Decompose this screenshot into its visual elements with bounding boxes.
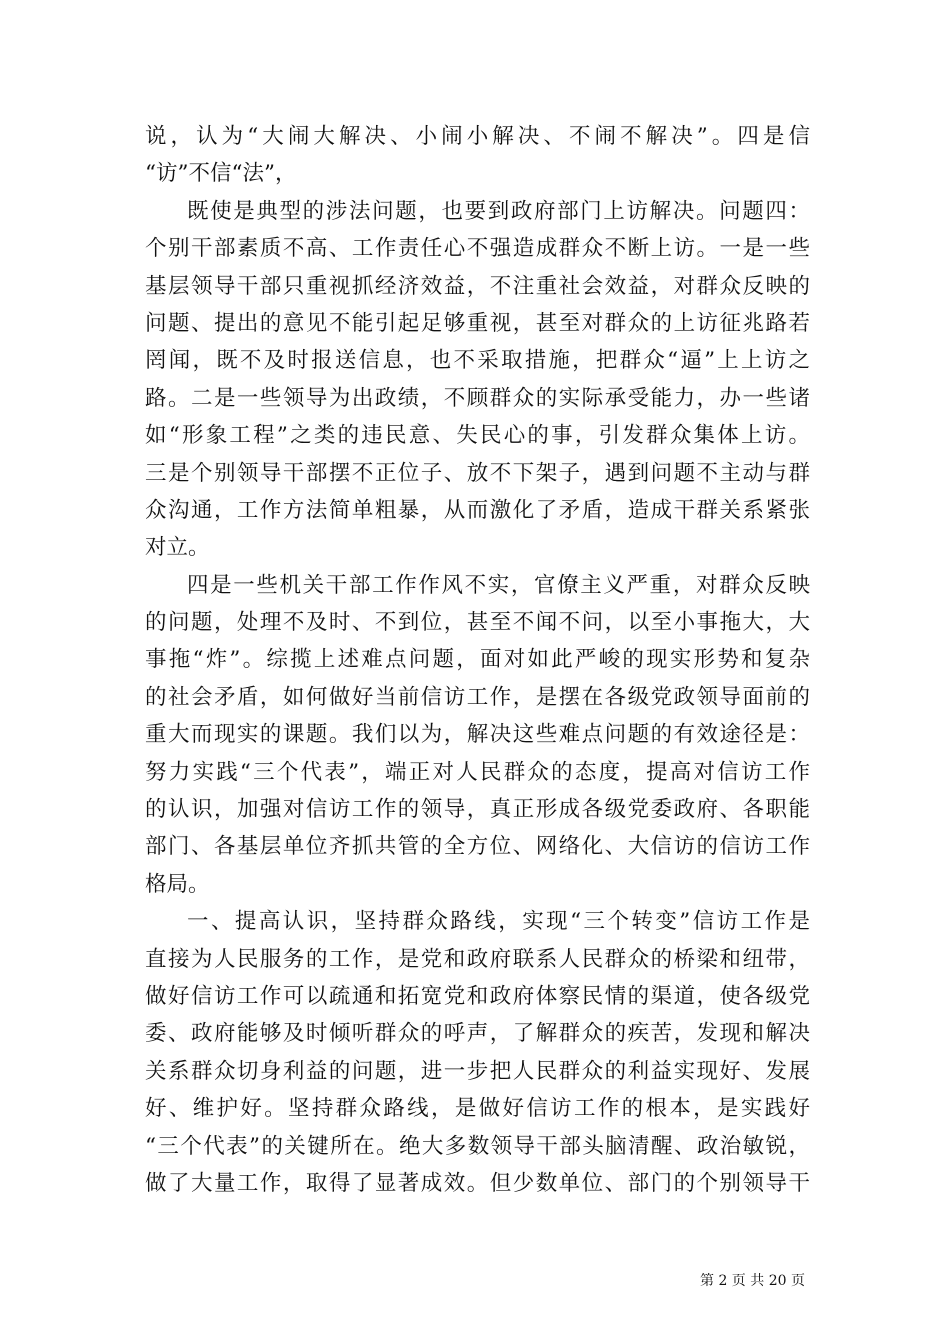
text-line: 的社会矛盾，如何做好当前信访工作，是摆在各级党政领导面前的	[145, 684, 810, 710]
text-line: 三是个别领导干部摆不正位子、放不下架子，遇到问题不主动与群	[145, 460, 810, 486]
text-line: 的问题，处理不及时、不到位，甚至不闻不问，以至小事拖大，大	[145, 610, 810, 636]
document-body	[145, 118, 810, 1202]
text-line: 重大而现实的课题。我们以为，解决这些难点问题的有效途径是：	[145, 722, 810, 748]
page-number: 第 2 页 共 20 页	[700, 1273, 805, 1289]
text-line: 说，认为“大闹大解决、小闹小解决、不闹不解决”。四是信	[145, 124, 810, 149]
text-line: 做好信访工作可以疏通和拓宽党和政府体察民情的渠道，使各级党	[145, 983, 810, 1009]
text-line: 一、提高认识，坚持群众路线，实现“三个转变”信访工作是	[187, 909, 810, 935]
text-line: 罔闻，既不及时报送信息，也不采取措施，把群众“逼”上上访之	[145, 348, 810, 374]
text-line: “访”不信“法”，	[145, 161, 297, 187]
text-line: 四是一些机关干部工作作风不实，官僚主义严重，对群众反映	[187, 572, 810, 598]
text-line: 好、维护好。坚持群众路线，是做好信访工作的根本，是实践好	[145, 1096, 810, 1122]
text-line: 如“形象工程”之类的违民意、失民心的事，引发群众集体上访。	[145, 423, 810, 449]
text-line: 事拖“炸”。综揽上述难点问题，面对如此严峻的现实形势和复杂	[145, 647, 810, 673]
text-line: “三个代表”的关键所在。绝大多数领导干部头脑清醒、政治敏锐，	[145, 1133, 810, 1159]
text-line: 直接为人民服务的工作，是党和政府联系人民群众的桥梁和纽带，	[145, 946, 810, 972]
text-line: 对立。	[145, 535, 210, 561]
text-line: 众沟通，工作方法简单粗暴，从而激化了矛盾，造成干群关系紧张	[145, 497, 810, 523]
text-line: 关系群众切身利益的问题，进一步把人民群众的利益实现好、发展	[145, 1058, 810, 1084]
text-line: 委、政府能够及时倾听群众的呼声，了解群众的疾苦，发现和解决	[145, 1021, 810, 1047]
text-line: 努力实践“三个代表”，端正对人民群众的态度，提高对信访工作	[145, 759, 810, 785]
text-line: 部门、各基层单位齐抓共管的全方位、网络化、大信访的信访工作	[145, 834, 810, 860]
text-line: 格局。	[145, 871, 210, 897]
text-line: 个别干部素质不高、工作责任心不强造成群众不断上访。一是一些	[145, 236, 810, 262]
text-line: 路。二是一些领导为出政绩，不顾群众的实际承受能力，办一些诸	[145, 385, 810, 411]
text-line: 做了大量工作，取得了显著成效。但少数单位、部门的个别领导干	[145, 1170, 810, 1196]
text-line: 的认识，加强对信访工作的领导，真正形成各级党委政府、各职能	[145, 797, 810, 823]
text-line: 问题、提出的意见不能引起足够重视，甚至对群众的上访征兆路若	[145, 310, 810, 336]
text-line: 既使是典型的涉法问题，也要到政府部门上访解决。问题四：	[187, 198, 810, 224]
text-line: 基层领导干部只重视抓经济效益，不注重社会效益，对群众反映的	[145, 273, 810, 299]
